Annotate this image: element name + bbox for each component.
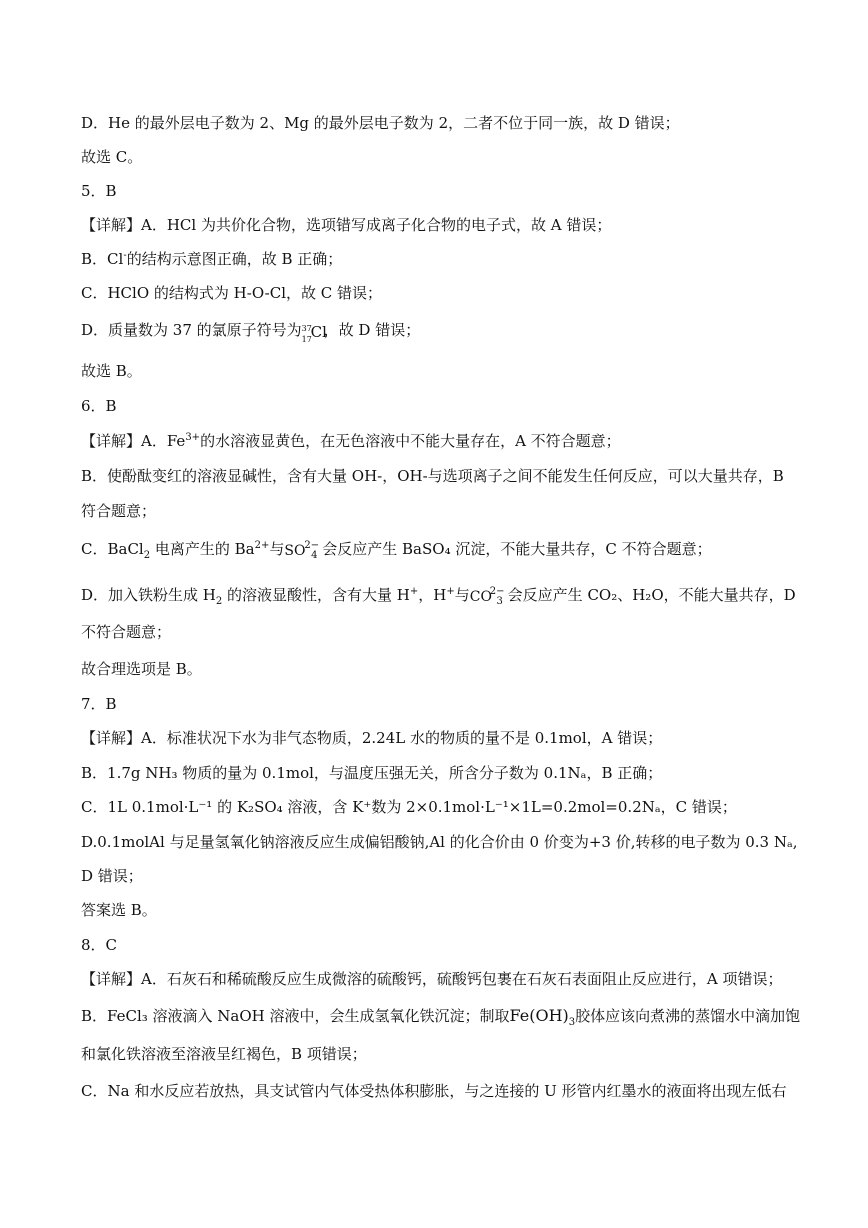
q8-answer: 8．C (81, 936, 118, 954)
nuclide-symbol: 37 17 Cl (301, 323, 327, 344)
q7-option-a: 【详解】A．标准状况下水为非气态物质，2.24L 水的物质的量不是 0.1mol，A 错误； (81, 729, 663, 747)
q7-answer: 7．B (81, 695, 117, 713)
q7-option-d-line1: D.0.1molAl 与足量氢氧化钠溶液反应生成偏铝酸钠,Al 的化合价由 0 价变为+3 价,转移的电子数为 0.3 Nₐ, (81, 833, 798, 851)
q6-option-b-line1: B．使酚酞变红的溶液显碱性，含有大量 OH-，OH-与选项离子之间不能发生任何反应，可以大量共存，B (81, 467, 784, 485)
sulfate-ion: SO (284, 543, 306, 559)
q5-conclusion: 故选 B。 (81, 362, 142, 380)
q7-option-d-line2: D 错误； (81, 867, 143, 885)
q8-option-a: 【详解】A．石灰石和稀硫酸反应生成微溶的硫酸钙，硫酸钙包裹在石灰石表面阻止反应进行，A 项错误； (81, 970, 783, 988)
ferric-hydroxide-formula: Fe(OH) (509, 1006, 569, 1025)
q6-conclusion: 故合理选项是 B。 (81, 660, 202, 678)
q7-conclusion: 答案选 B。 (81, 901, 157, 919)
q5-option-b: B．Cl-的结构示意图正确，故 B 正确； (81, 250, 343, 268)
q7-option-c: C．1L 0.1mol·L⁻¹ 的 K₂SO₄ 溶液，含 K⁺数为 2×0.1mol·L⁻¹×1L=0.2mol=0.2Nₐ，C 错误； (81, 798, 737, 816)
q5-option-c: C．HClO 的结构式为 H-O-Cl，故 C 错误； (81, 284, 383, 302)
q8-option-b-line1: B．FeCl₃ 溶液滴入 NaOH 溶液中，会生成氢氧化铁沉淀；制取$Fe(OH)_3$胶体应该向煮沸的蒸馏水中滴加饱 (81, 1006, 801, 1028)
q5-option-d: D．质量数为 37 的氯原子符号为 37 17 Cl ，故 D 错误； (81, 321, 421, 344)
q5-answer: 5．B (81, 182, 117, 200)
q6-option-d-line2: 不符合题意； (81, 623, 172, 641)
q6-option-b-line2: 符合题意； (81, 502, 157, 520)
q7-option-b: B．1.7g NH₃ 物质的量为 0.1mol，与温度压强无关，所含分子数为 0.1Nₐ，B 正确； (81, 764, 663, 782)
q5-option-a: 【详解】A．HCl 为共价化合物，选项错写成离子化合物的电子式，故 A 错误； (81, 216, 612, 234)
q8-option-b-line2: 和氯化铁溶液至溶液呈红褐色，B 项错误； (81, 1045, 367, 1063)
q6-option-d-line1: D．加入铁粉生成 $H_2$ 的溶液显酸性，含有大量 H+，H+与 CO $^{2-}_3$ 会反应产生 CO₂、H₂O，不能大量共存，D (81, 586, 796, 607)
q6-option-c: C．BaCl$_2$ 电离产生的 $Ba^{2+}$与 SO $^{2-}_4$ 会反应产生 BaSO₄ 沉淀，不能大量共存，C 不符合题意； (81, 540, 712, 561)
q6-option-a: 【详解】A．$Fe^{3+}$的水溶液显黄色，在无色溶液中不能大量存在，A 不符合题意； (81, 432, 621, 450)
q8-option-c: C．Na 和水反应若放热，具支试管内气体受热体积膨胀，与之连接的 U 形管内红墨水的液面将出现左低右 (81, 1082, 787, 1100)
q6-answer: 6．B (81, 397, 117, 415)
q4-option-d: D．He 的最外层电子数为 2、Mg 的最外层电子数为 2，二者不位于同一族，故 D 错误； (81, 114, 680, 132)
q4-conclusion: 故选 C。 (81, 148, 143, 166)
carbonate-ion: CO (469, 589, 492, 605)
